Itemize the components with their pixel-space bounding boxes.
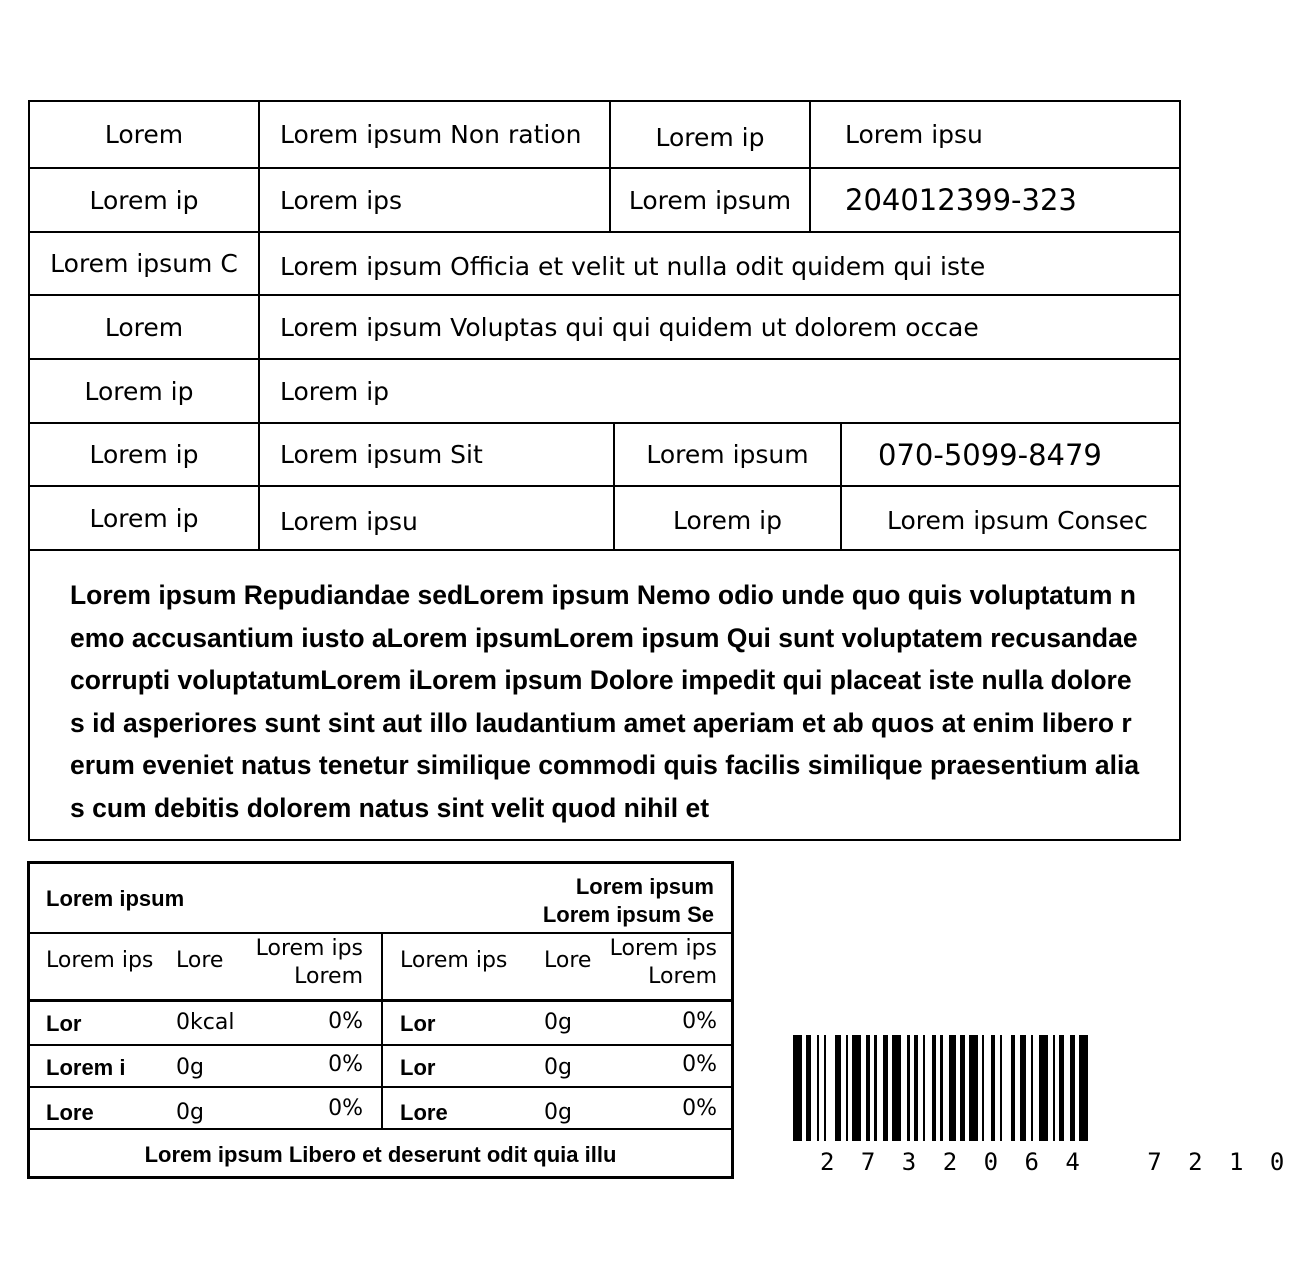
column-header-amount: Lore xyxy=(544,948,592,973)
column-header-amount: Lore xyxy=(176,948,224,973)
barcode-bar xyxy=(874,1035,876,1141)
info-value: Lorem ip xyxy=(280,376,390,406)
info-label: Lorem ip xyxy=(89,440,199,469)
nutrient-name: Lor xyxy=(400,1011,436,1036)
product-info-table xyxy=(28,100,1181,841)
barcode-bar xyxy=(824,1035,826,1141)
nutrient-amount: 0kcal xyxy=(176,1010,235,1035)
barcode-bar xyxy=(806,1035,810,1141)
nutrient-percent: 0% xyxy=(682,1052,717,1077)
column-header-percent: Lorem xyxy=(648,964,717,989)
info-label: Lorem ipsum C xyxy=(50,249,238,278)
barcode xyxy=(790,1035,1290,1185)
barcode-bar xyxy=(932,1035,936,1141)
info-label: Lorem ip xyxy=(672,505,782,535)
barcode-bar xyxy=(1020,1035,1027,1141)
info-label: Lorem xyxy=(104,312,184,342)
barcode-bar xyxy=(892,1035,901,1141)
barcode-bar xyxy=(960,1035,964,1141)
barcode-bar xyxy=(1011,1035,1015,1141)
info-row xyxy=(30,296,1179,360)
info-label: Lorem ip xyxy=(84,376,194,406)
barcode-bar xyxy=(1000,1035,1002,1141)
nutrient-amount: 0g xyxy=(176,1100,204,1125)
info-label: Lorem ip xyxy=(89,503,199,533)
nutrient-amount: 0g xyxy=(544,1055,572,1080)
nutrition-footer: Lorem ipsum Libero et deserunt odit quia illu xyxy=(144,1142,617,1167)
barcode-bar xyxy=(1053,1035,1055,1141)
info-row xyxy=(30,360,1179,424)
column-header-percent: Lorem xyxy=(294,964,363,989)
info-value: 204012399-323 xyxy=(845,183,1077,217)
info-label: Lorem ip xyxy=(655,123,765,152)
barcode-bar xyxy=(1070,1035,1074,1141)
barcode-bar xyxy=(982,1035,984,1141)
nutrient-amount: 0g xyxy=(544,1010,572,1035)
barcode-bar xyxy=(1039,1035,1048,1141)
barcode-bar xyxy=(969,1035,978,1141)
product-description: Lorem ipsum Repudiandae sedLorem ipsum Nemo odio unde quo quis voluptatum nemo accusantium iusto aLorem ipsumLorem ipsum Qui sunt voluptatem recusandae corrupti voluptatumLorem iLorem ipsum Dolore impedit qui placeat iste nulla dolores id asperiores sunt sint aut illo laudantium amet aperiam et ab quos at enim libero rerum eveniet natus tenetur similique commodi quis facilis similique praesentium alias cum debitis dolorem natus sint velit quod nihil et xyxy=(70,580,1140,823)
column-header-percent: Lorem ips xyxy=(609,936,717,961)
barcode-bar xyxy=(883,1035,887,1141)
nutrition-title: Lorem ipsum xyxy=(46,886,185,911)
barcode-bar xyxy=(923,1035,925,1141)
info-value: Lorem ipsu xyxy=(280,506,418,536)
nutrient-amount: 0g xyxy=(176,1055,204,1080)
barcode-bar xyxy=(866,1035,870,1141)
info-row xyxy=(30,233,1179,296)
info-value: Lorem ipsum Sit xyxy=(280,440,483,469)
info-row xyxy=(30,102,1179,169)
nutrition-title-right: Lorem ipsum Se xyxy=(542,902,714,927)
info-label: Lorem ipsum xyxy=(646,440,809,469)
info-value: Lorem ipsum Consec xyxy=(887,505,1148,535)
barcode-bars xyxy=(790,1035,1135,1141)
info-value: 070-5099-8479 xyxy=(878,437,1102,472)
barcode-bar xyxy=(835,1035,842,1141)
nutrient-amount: 0g xyxy=(544,1100,572,1125)
barcode-bar xyxy=(846,1035,848,1141)
info-value: Lorem ipsu xyxy=(845,120,983,149)
nutrition-table xyxy=(27,861,734,1179)
nutrient-percent: 0% xyxy=(328,1096,363,1121)
info-label: Lorem ipsum xyxy=(628,185,792,215)
barcode-bar xyxy=(1059,1035,1063,1141)
nutrient-name: Lore xyxy=(400,1100,448,1125)
barcode-bar xyxy=(940,1035,942,1141)
barcode-bar xyxy=(1031,1035,1033,1141)
barcode-bar xyxy=(949,1035,956,1141)
nutrition-title-right: Lorem ipsum xyxy=(575,874,714,899)
nutrient-name: Lor xyxy=(46,1011,82,1036)
column-header-name: Lorem ips xyxy=(400,948,508,973)
info-value: Lorem ipsum Voluptas qui qui quidem ut dolorem occae xyxy=(280,312,979,342)
info-value: Lorem ipsum Officia et velit ut nulla odit quidem qui iste xyxy=(280,252,986,281)
info-value: Lorem ips xyxy=(280,185,403,215)
column-header-name: Lorem ips xyxy=(46,948,154,973)
barcode-number: 2 7 3 2 0 6 4 7 2 1 0 xyxy=(820,1148,1290,1176)
info-label: Lorem ip xyxy=(89,185,199,215)
info-value: Lorem ipsum Non ration xyxy=(280,120,582,149)
nutrient-name: Lorem i xyxy=(46,1055,126,1080)
nutrient-name: Lor xyxy=(400,1055,436,1080)
info-row xyxy=(30,487,1179,551)
barcode-bar xyxy=(914,1035,918,1141)
info-label: Lorem xyxy=(104,120,184,149)
barcode-bar xyxy=(1079,1035,1088,1141)
barcode-bar xyxy=(793,1035,802,1141)
nutrient-percent: 0% xyxy=(328,1052,363,1077)
nutrient-name: Lore xyxy=(46,1100,94,1125)
barcode-bar xyxy=(991,1035,995,1141)
barcode-bar xyxy=(852,1035,861,1141)
barcode-bar xyxy=(907,1035,909,1141)
column-header-percent: Lorem ips xyxy=(255,936,363,961)
info-row xyxy=(30,424,1179,487)
info-row xyxy=(30,169,1179,233)
nutrient-percent: 0% xyxy=(682,1009,717,1034)
nutrient-percent: 0% xyxy=(682,1096,717,1121)
barcode-bar xyxy=(817,1035,819,1141)
nutrient-percent: 0% xyxy=(328,1009,363,1034)
